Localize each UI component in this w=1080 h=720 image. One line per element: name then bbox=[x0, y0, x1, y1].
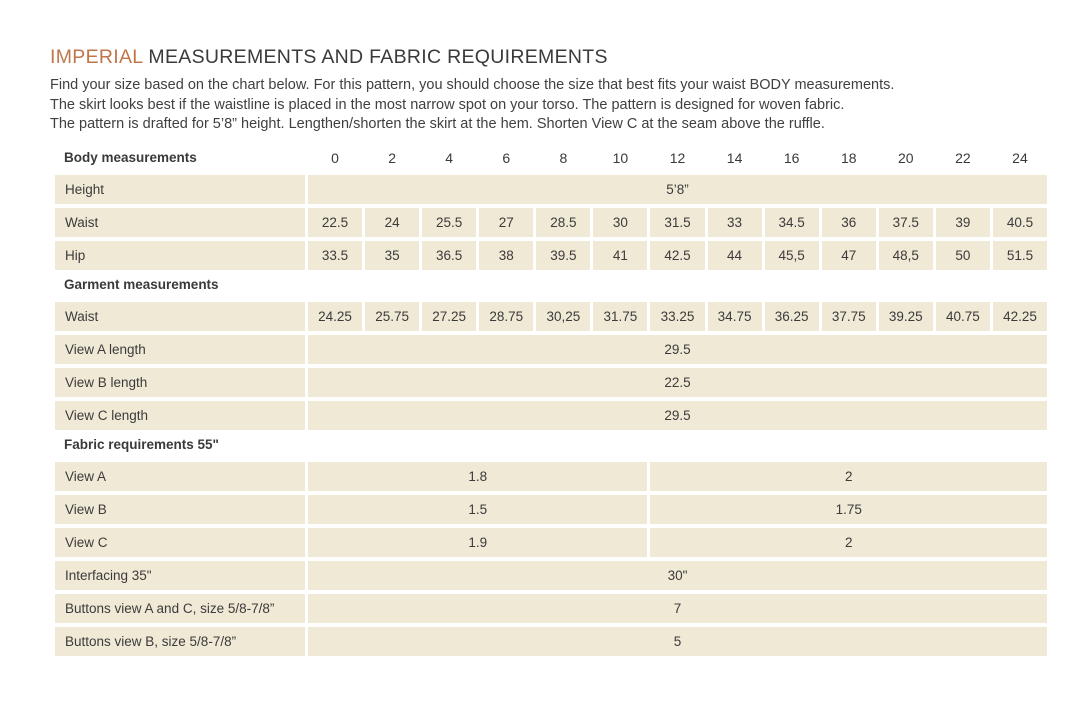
size-column-header: 4 bbox=[445, 149, 454, 166]
size-column-header: 10 bbox=[612, 149, 629, 166]
cell-value: 31.75 bbox=[593, 302, 647, 331]
cell-value: 42.5 bbox=[650, 241, 704, 270]
row-label: Height bbox=[55, 175, 305, 204]
intro-line-3: The pattern is drafted for 5’8” height. Lengthen/shorten the skirt at the hem. Shorten View C at the seam above the ruffle. bbox=[50, 116, 825, 132]
span-value: 29.5 bbox=[308, 335, 1047, 364]
table-row-buttons-view-b bbox=[55, 627, 1047, 656]
intro-paragraph bbox=[50, 76, 1042, 135]
cell-value: 37.75 bbox=[822, 302, 876, 331]
cell-value: 27 bbox=[479, 208, 533, 237]
cell-value: 27.25 bbox=[422, 302, 476, 331]
cell-value: 28.5 bbox=[536, 208, 590, 237]
cell-value: 36 bbox=[822, 208, 876, 237]
cell-value: 22.5 bbox=[308, 208, 362, 237]
span-value: 29.5 bbox=[308, 401, 1047, 430]
row-label: View A length bbox=[55, 335, 305, 364]
cell-value: 38 bbox=[479, 241, 533, 270]
cell-value: 24.25 bbox=[308, 302, 362, 331]
table-row-fabric-view-c bbox=[55, 528, 1047, 557]
fabric-value-large-sizes: 2 bbox=[650, 462, 1047, 491]
cell-value: 34.75 bbox=[708, 302, 762, 331]
cell-value: 36.25 bbox=[765, 302, 819, 331]
row-label: View B bbox=[55, 495, 305, 524]
cell-value: 33.25 bbox=[650, 302, 704, 331]
cell-value: 39 bbox=[936, 208, 990, 237]
cell-value: 30 bbox=[593, 208, 647, 237]
cell-value: 33 bbox=[708, 208, 762, 237]
title-accent: IMPERIAL bbox=[50, 46, 143, 68]
row-label: Waist bbox=[55, 302, 305, 331]
row-label: Hip bbox=[55, 241, 305, 270]
span-value: 22.5 bbox=[308, 368, 1047, 397]
intro-line-2: The skirt looks best if the waistline is placed in the most narrow spot on your torso. The pattern is designed for woven fabric. bbox=[50, 96, 845, 113]
cell-value: 45,5 bbox=[765, 241, 819, 270]
cell-value: 25.75 bbox=[365, 302, 419, 331]
cell-value: 31.5 bbox=[650, 208, 704, 237]
span-value: 7 bbox=[308, 594, 1047, 623]
cell-value: 51.5 bbox=[993, 241, 1047, 270]
row-label: Buttons view B, size 5/8-7/8” bbox=[55, 627, 305, 656]
page-title bbox=[50, 46, 1042, 69]
row-label: View A bbox=[55, 462, 305, 491]
cell-value: 40.75 bbox=[936, 302, 990, 331]
cell-value: 35 bbox=[365, 241, 419, 270]
size-column-header: 14 bbox=[726, 149, 743, 166]
cell-value: 30,25 bbox=[536, 302, 590, 331]
cell-value: 50 bbox=[936, 241, 990, 270]
size-column-header: 0 bbox=[331, 149, 339, 166]
section-header-body-measurements: Body measurements bbox=[64, 150, 197, 165]
cell-value: 24 bbox=[365, 208, 419, 237]
fabric-value-large-sizes: 1.75 bbox=[650, 495, 1047, 524]
cell-value: 39.25 bbox=[879, 302, 933, 331]
section-header-fabric-requirements: Fabric requirements 55" bbox=[64, 437, 219, 452]
table-row-garment-waist bbox=[55, 302, 1047, 331]
row-label: Interfacing 35" bbox=[55, 561, 305, 590]
size-column-header: 18 bbox=[840, 149, 857, 166]
fabric-value-large-sizes: 2 bbox=[650, 528, 1047, 557]
table-header-row bbox=[55, 147, 1047, 169]
row-label: View C length bbox=[55, 401, 305, 430]
fabric-value-small-sizes: 1.5 bbox=[308, 495, 647, 524]
table-row-view-a-length bbox=[55, 335, 1047, 364]
size-column-header: 2 bbox=[388, 149, 396, 166]
table-row-fabric-view-b bbox=[55, 495, 1047, 524]
row-label: View B length bbox=[55, 368, 305, 397]
table-row-buttons-view-a-c bbox=[55, 594, 1047, 623]
row-label: View C bbox=[55, 528, 305, 557]
cell-value: 25.5 bbox=[422, 208, 476, 237]
size-column-header: 8 bbox=[559, 149, 568, 166]
fabric-value-small-sizes: 1.8 bbox=[308, 462, 647, 491]
cell-value: 47 bbox=[822, 241, 876, 270]
table-row-body-waist bbox=[55, 208, 1047, 237]
table-row-height bbox=[55, 175, 1047, 204]
page bbox=[50, 46, 1042, 656]
row-label: Waist bbox=[55, 208, 305, 237]
title-rest: MEASUREMENTS AND FABRIC REQUIREMENTS bbox=[148, 46, 608, 68]
size-column-header: 20 bbox=[898, 149, 914, 166]
table-row-fabric-view-a bbox=[55, 462, 1047, 491]
table-row-hip bbox=[55, 241, 1047, 270]
fabric-value-small-sizes: 1.9 bbox=[308, 528, 647, 557]
size-column-header: 24 bbox=[1012, 149, 1028, 166]
size-column-header: 12 bbox=[669, 149, 686, 166]
cell-value: 28.75 bbox=[479, 302, 533, 331]
cell-value: 39.5 bbox=[536, 241, 590, 270]
section-header-garment-measurements: Garment measurements bbox=[64, 277, 219, 292]
cell-value: 36.5 bbox=[422, 241, 476, 270]
row-label: Buttons view A and C, size 5/8-7/8” bbox=[55, 594, 305, 623]
cell-value: 44 bbox=[708, 241, 762, 270]
cell-value: 42.25 bbox=[993, 302, 1047, 331]
size-column-header: 16 bbox=[783, 149, 800, 166]
cell-value: 37.5 bbox=[879, 208, 933, 237]
intro-line-1: Find your size based on the chart below. For this pattern, you should choose the size that best fits your waist BODY measurements. bbox=[50, 77, 895, 93]
cell-value: 48,5 bbox=[879, 241, 933, 270]
span-value: 5 bbox=[308, 627, 1047, 656]
table-row-view-c-length bbox=[55, 401, 1047, 430]
cell-value: 33.5 bbox=[308, 241, 362, 270]
height-value: 5’8” bbox=[308, 175, 1047, 204]
cell-value: 34.5 bbox=[765, 208, 819, 237]
size-column-header: 6 bbox=[502, 149, 511, 166]
table-row-view-b-length bbox=[55, 368, 1047, 397]
cell-value: 41 bbox=[593, 241, 647, 270]
table-row-interfacing bbox=[55, 561, 1047, 590]
size-chart-table bbox=[55, 147, 1047, 656]
span-value: 30" bbox=[308, 561, 1047, 590]
size-column-header: 22 bbox=[955, 149, 971, 166]
cell-value: 40.5 bbox=[993, 208, 1047, 237]
